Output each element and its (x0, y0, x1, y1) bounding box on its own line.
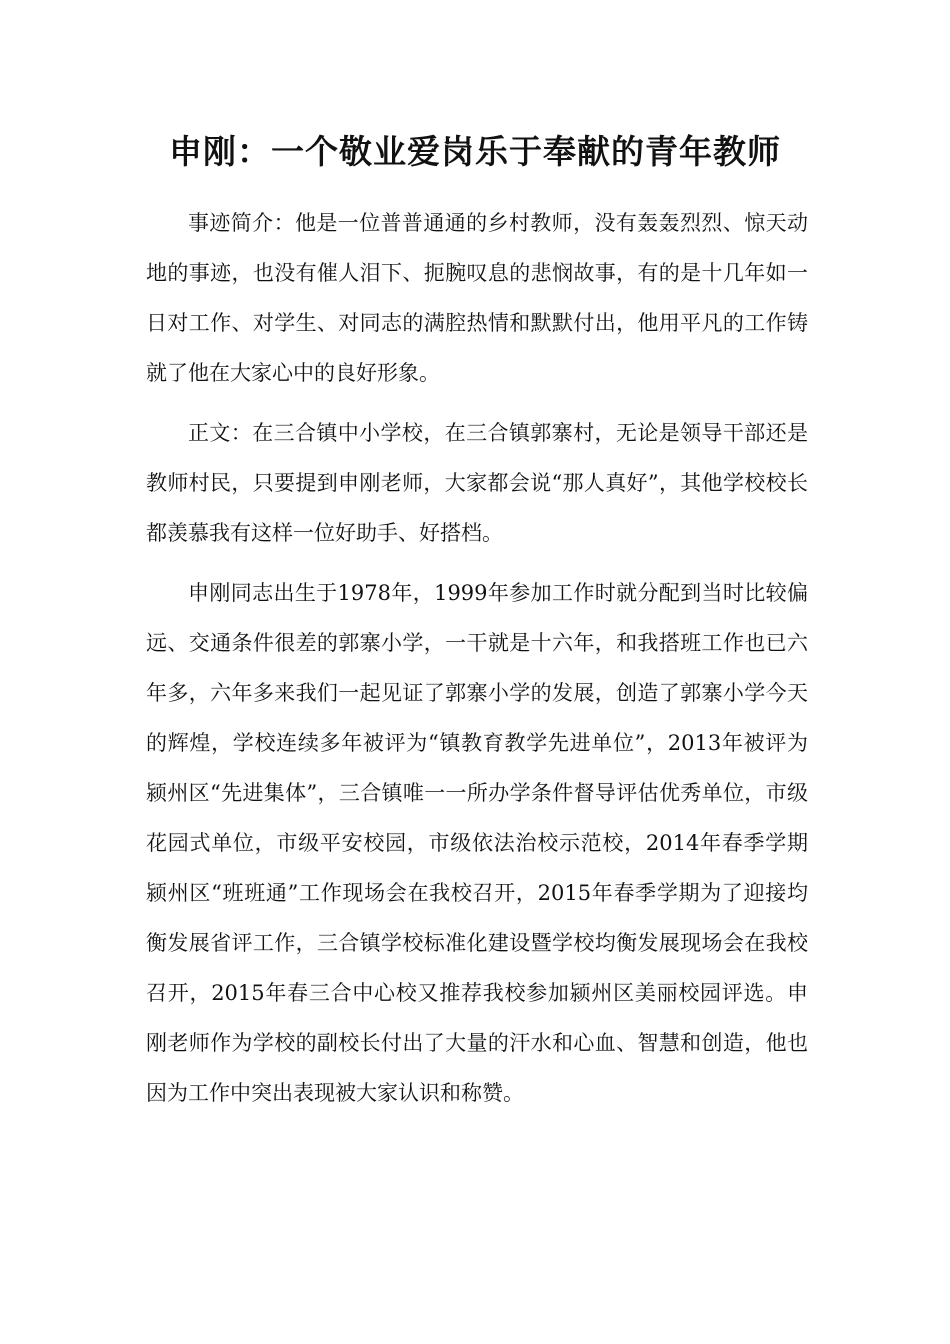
paragraph-biography: 申刚同志出生于1978年，1999年参加工作时就分配到当时比较偏远、交通条件很差的郭寨小学，一干就是十六年，和我搭班工作也已六年多，六年多来我们一起见证了郭寨小学的发展，创造了郭寨小学今天的辉煌，学校连续多年被评为“镇教育教学先进单位”，2013年被评为颍州区“先进集体”，三合镇唯一一所办学条件督导评估优秀单位，市级花园式单位，市级平安校园，市级依法治校示范校，2014年春季学期颍州区“班班通”工作现场会在我校召开，2015年春季学期为了迎接均衡发展省评工作，三合镇学校标准化建设暨学校均衡发展现场会在我校召开，2015年春三合中心校又推荐我校参加颍州区美丽校园评选。申刚老师作为学校的副校长付出了大量的汗水和心血、智慧和创造，他也因为工作中突出表现被大家认识和称赞。 (146, 581, 808, 1105)
paragraph-summary: 事迹简介：他是一位普普通通的乡村教师，没有轰轰烈烈、惊天动地的事迹，也没有催人泪下、扼腕叹息的悲悯故事，有的是十几年如一日对工作、对学生、对同志的满腔热情和默默付出，他用平凡的工作铸就了他在大家心中的良好形象。 (146, 211, 808, 385)
document-body (146, 198, 808, 1118)
paragraph-main-text: 正文：在三合镇中小学校，在三合镇郭寨村，无论是领导干部还是教师村民，只要提到申刚老师，大家都会说“那人真好”，其他学校校长都羡慕我有这样一位好助手、好搭档。 (146, 421, 808, 545)
document-title: 申刚：一个敬业爱岗乐于奉献的青年教师 (169, 132, 781, 171)
